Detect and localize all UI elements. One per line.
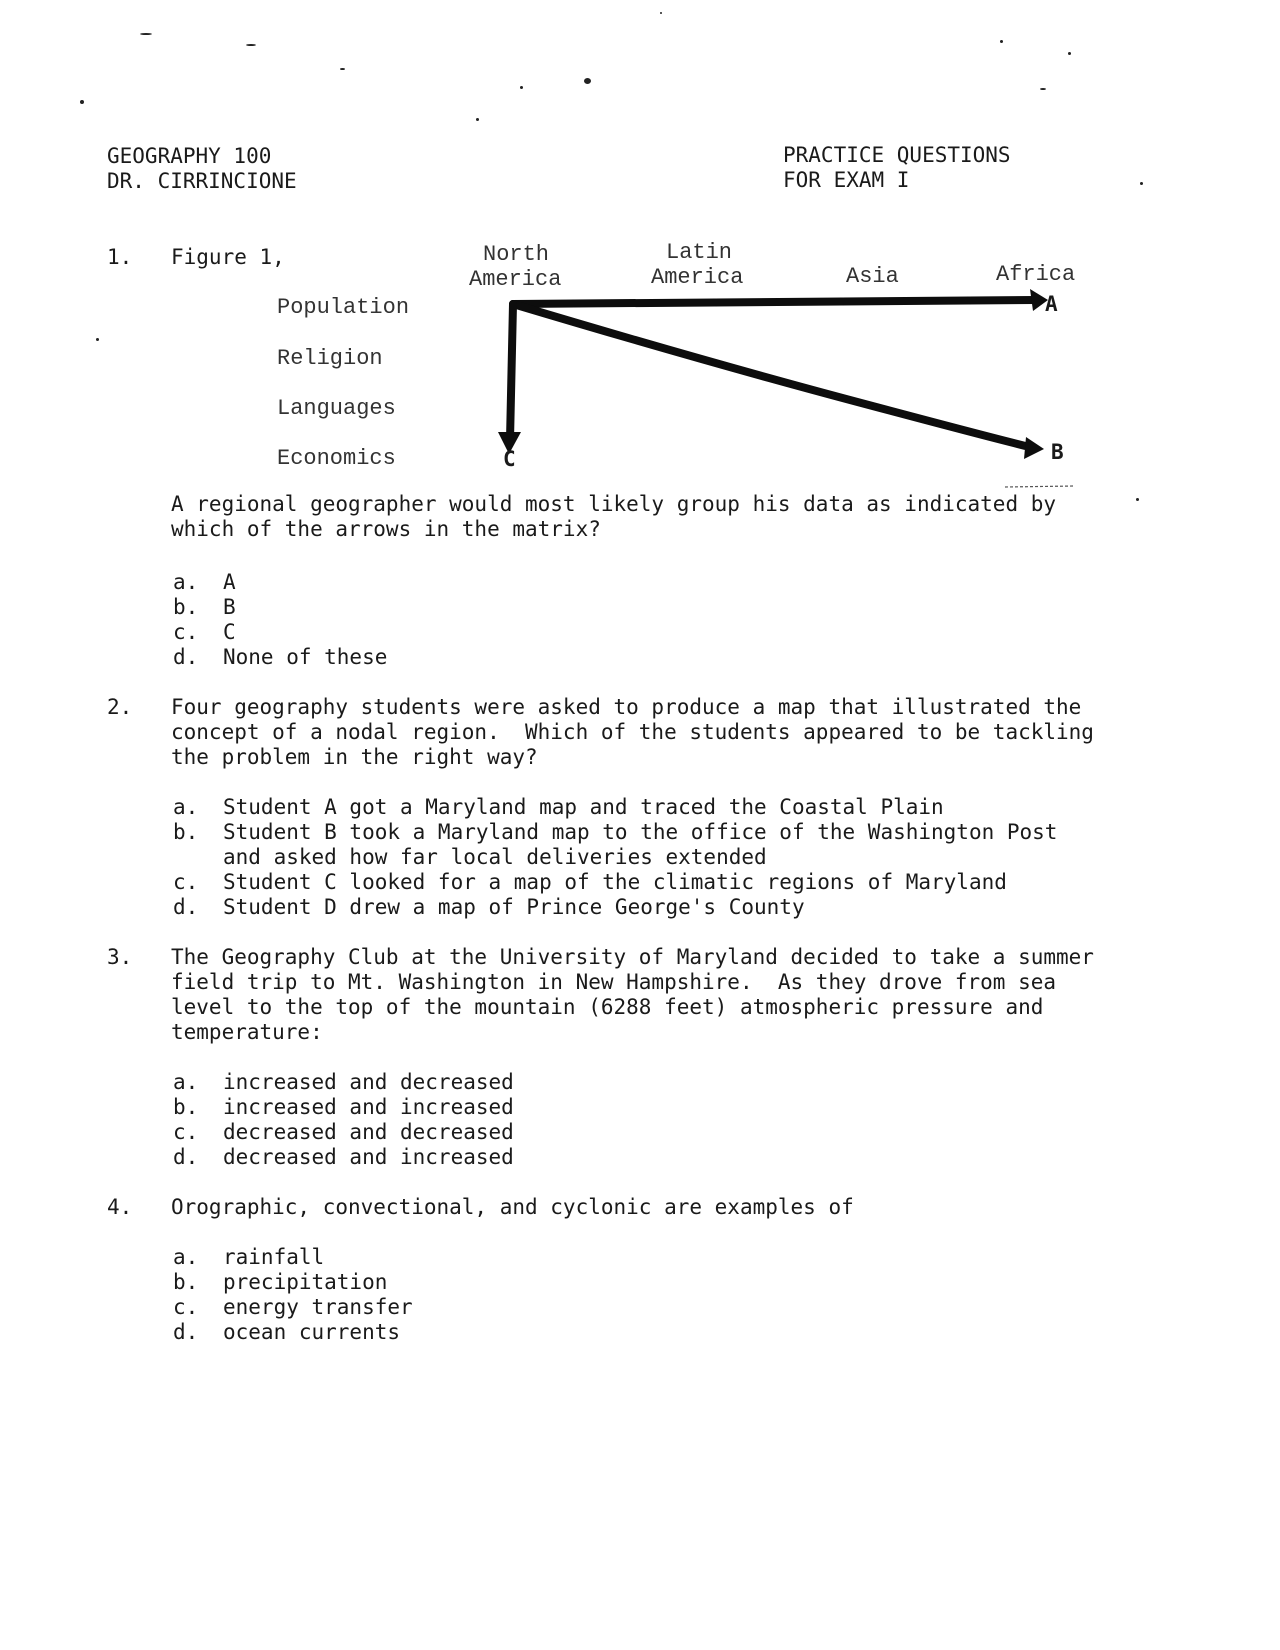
course-code: GEOGRAPHY 100 — [107, 144, 272, 168]
option-letter: a. — [173, 1245, 199, 1269]
option-text: rainfall — [223, 1245, 325, 1269]
row-label-languages: Languages — [277, 396, 396, 421]
option-text: increased and decreased — [223, 1070, 514, 1094]
arrow-b-line — [513, 304, 1030, 447]
question-text-line: Orographic, convectional, and cyclonic are examples of — [171, 1195, 854, 1219]
option-text: energy transfer — [223, 1295, 413, 1319]
option-letter: a. — [173, 795, 199, 819]
option-text-continued: and asked how far local deliveries extended — [223, 845, 767, 869]
option-letter: c. — [173, 870, 199, 894]
doc-title-line1: PRACTICE QUESTIONS — [783, 143, 1011, 167]
figure-label: Figure 1, — [171, 245, 285, 269]
option-letter: b. — [173, 595, 199, 619]
option-letter: a. — [173, 570, 199, 594]
question-text-line: the problem in the right way? — [171, 745, 538, 769]
option-text: increased and increased — [223, 1095, 514, 1119]
option-text: None of these — [223, 645, 388, 669]
option-text: Student A got a Maryland map and traced the Coastal Plain — [223, 795, 944, 819]
option-letter: b. — [173, 820, 199, 844]
question-text-line: concept of a nodal region. Which of the students appeared to be tackling — [171, 720, 1094, 744]
question-text-line: Four geography students were asked to produce a map that illustrated the — [171, 695, 1082, 719]
option-letter: c. — [173, 1295, 199, 1319]
arrow-label-b: B — [1051, 440, 1064, 464]
arrow-a-line — [513, 300, 1035, 304]
doc-title-line2: FOR EXAM I — [783, 168, 910, 192]
option-text: A — [223, 570, 236, 594]
question-number: 3. — [107, 945, 133, 969]
column-header-asia: Asia — [846, 264, 899, 289]
question-number: 2. — [107, 695, 133, 719]
question-text-line: field trip to Mt. Washington in New Hampshire. As they drove from sea — [171, 970, 1057, 994]
question-text-line: level to the top of the mountain (6288 feet) atmospheric pressure and — [171, 995, 1044, 1019]
option-letter: d. — [173, 895, 199, 919]
question-text-line: which of the arrows in the matrix? — [171, 517, 601, 541]
column-header-africa: Africa — [996, 262, 1076, 287]
option-text: C — [223, 620, 236, 644]
question-text-line: The Geography Club at the University of Maryland decided to take a summer — [171, 945, 1094, 969]
option-letter: c. — [173, 620, 199, 644]
option-letter: d. — [173, 1320, 199, 1344]
option-letter: b. — [173, 1095, 199, 1119]
column-header-latin-america-1: Latin — [666, 240, 733, 265]
arrow-b-head — [1024, 437, 1044, 459]
question-text-line: A regional geographer would most likely group his data as indicated by — [171, 492, 1057, 516]
option-letter: d. — [173, 1145, 199, 1169]
option-text: B — [223, 595, 236, 619]
column-header-latin-america-2: America — [651, 265, 744, 290]
column-header-north-america-2: America — [469, 267, 562, 292]
question-text-line: temperature: — [171, 1020, 323, 1044]
option-text: decreased and increased — [223, 1145, 514, 1169]
option-text: decreased and decreased — [223, 1120, 514, 1144]
arrow-label-a: A — [1045, 292, 1058, 316]
option-letter: b. — [173, 1270, 199, 1294]
row-label-population: Population — [277, 295, 410, 320]
question-number: 4. — [107, 1195, 133, 1219]
option-letter: c. — [173, 1120, 199, 1144]
option-text: precipitation — [223, 1270, 388, 1294]
option-text: ocean currents — [223, 1320, 401, 1344]
arrow-label-c: C — [503, 447, 516, 471]
option-text: Student C looked for a map of the climatic regions of Maryland — [223, 870, 1007, 894]
instructor-name: DR. CIRRINCIONE — [107, 169, 297, 193]
arrow-c-line — [510, 304, 513, 440]
question-number: 1. — [107, 245, 133, 269]
row-label-religion: Religion — [277, 346, 383, 371]
option-text: Student D drew a map of Prince George's County — [223, 895, 805, 919]
option-text: Student B took a Maryland map to the office of the Washington Post — [223, 820, 1058, 844]
column-header-north-america-1: North — [483, 242, 550, 267]
option-letter: d. — [173, 645, 199, 669]
option-letter: a. — [173, 1070, 199, 1094]
row-label-economics: Economics — [277, 446, 396, 471]
